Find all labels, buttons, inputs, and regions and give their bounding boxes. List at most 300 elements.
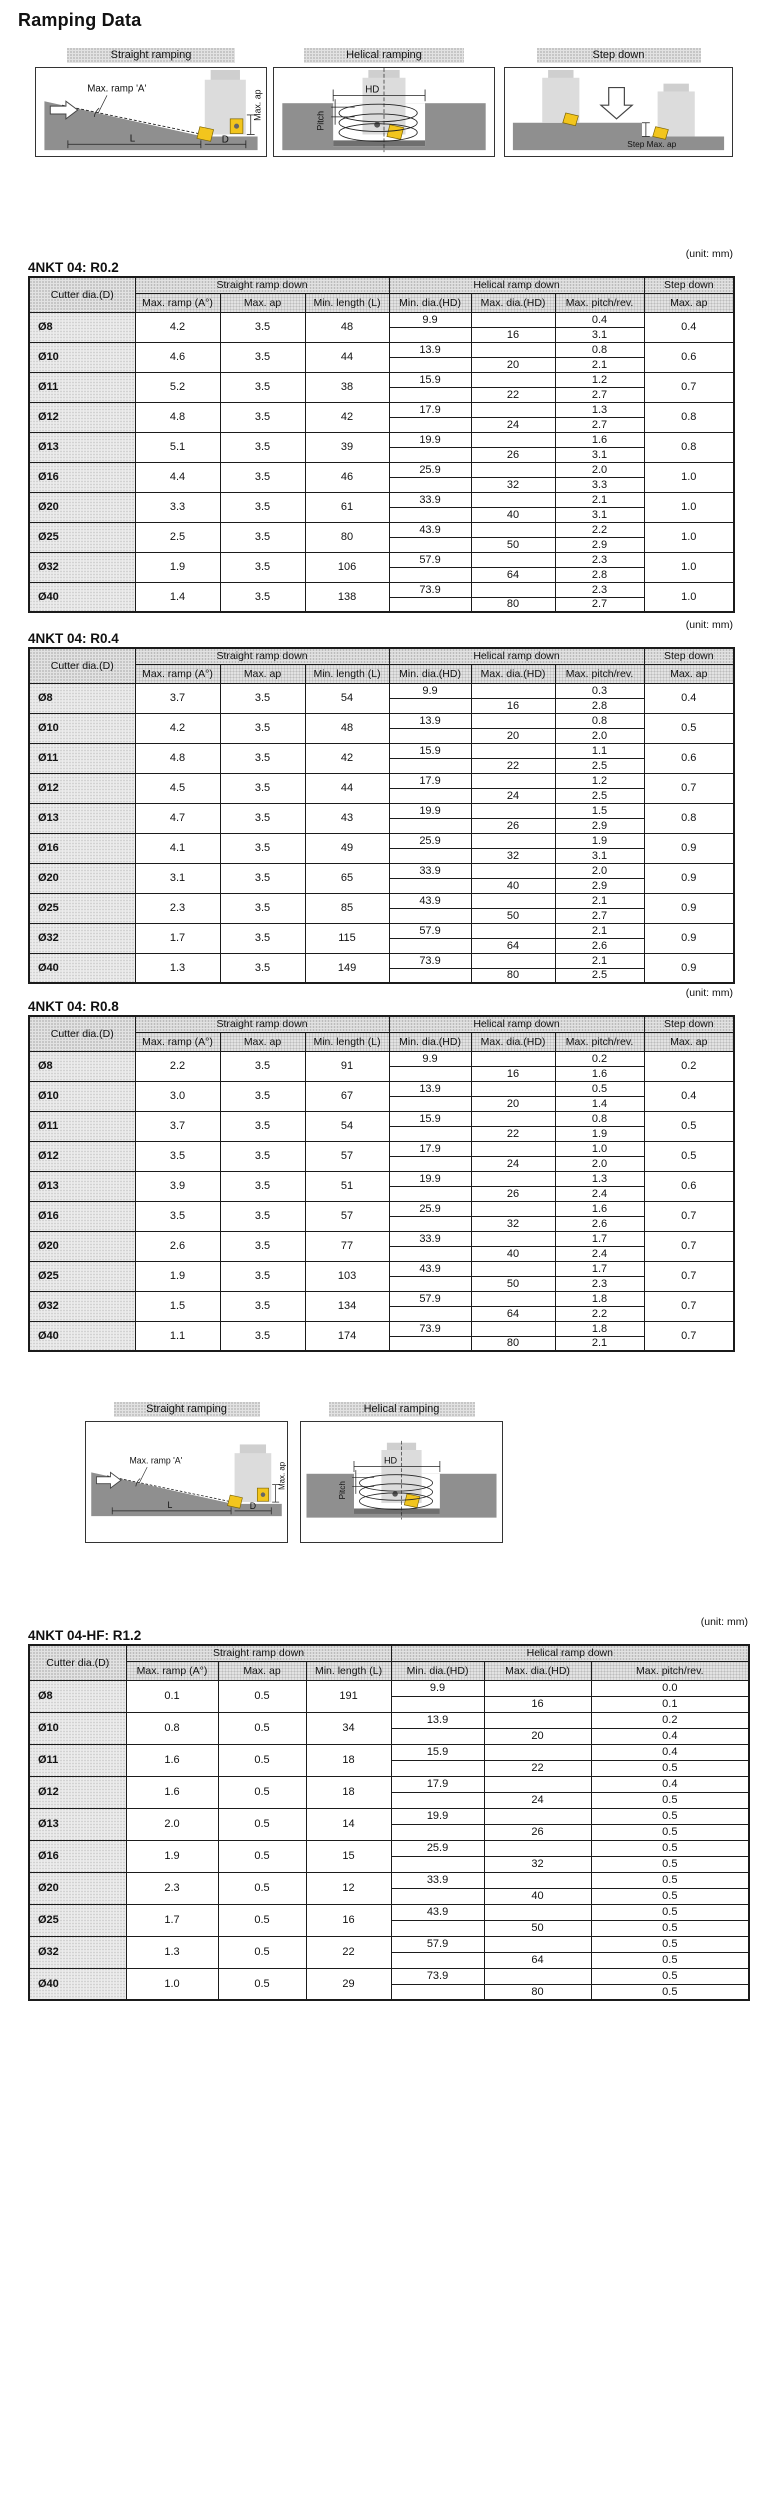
table-row-top [29,1291,734,1306]
cell-max-dia-blank [471,1081,555,1096]
table-row-top [29,372,734,387]
cell-max-dia-blank [471,462,555,477]
cell-max-ap: 0.5 [218,1776,306,1808]
table-row-top [29,863,734,878]
cell-max-dia: 50 [471,1276,555,1291]
cell-cutter-dia: Ø8 [29,1051,135,1081]
cell-max-dia-blank [471,683,555,698]
cell-max-ramp: 0.1 [126,1680,218,1712]
table-row-top [29,1840,749,1856]
cell-min-dia-blank [389,447,471,462]
cell-min-length: 43 [305,803,389,833]
cell-cutter-dia: Ø12 [29,1776,126,1808]
cell-cutter-dia: Ø8 [29,1680,126,1712]
cell-max-dia-blank [471,402,555,417]
group-header-step-down: Step down [644,277,734,293]
cell-max-ramp: 3.3 [135,492,220,522]
col-header-max-ramp: Max. ramp (A°) [135,664,220,683]
group-header-helical-ramp-down: Helical ramp down [389,277,644,293]
cell-step-max-ap: 0.9 [644,863,734,893]
table-row-top [29,492,734,507]
cell-max-pitch-bottom: 2.7 [555,417,644,432]
cell-min-length: 65 [305,863,389,893]
cell-min-dia: 13.9 [391,1712,484,1728]
insert-tip [228,1495,243,1508]
cell-min-dia-blank [389,537,471,552]
cell-max-ramp: 3.5 [135,1141,220,1171]
cell-max-dia-blank [471,743,555,758]
cell-min-dia-blank [391,1728,484,1744]
cell-max-pitch-top: 2.1 [555,492,644,507]
group-header-helical-ramp-down: Helical ramp down [391,1645,749,1661]
cell-max-pitch-bottom: 2.7 [555,387,644,402]
cell-max-pitch-bottom: 0.5 [591,1792,749,1808]
cell-max-ramp: 4.6 [135,342,220,372]
cell-max-dia-blank [471,1321,555,1336]
cell-max-ramp: 2.3 [135,893,220,923]
cell-cutter-dia: Ø25 [29,522,135,552]
cell-step-max-ap: 0.9 [644,953,734,983]
helical-ramping-diagram [273,67,495,157]
cell-max-dia-blank [471,953,555,968]
helical-ramping-diagram [300,1421,503,1543]
cell-max-dia: 64 [471,938,555,953]
table-block-r02 [28,246,733,613]
cell-max-dia: 20 [471,1096,555,1111]
cell-max-ap: 3.5 [220,372,305,402]
table-title-hf-r12: 4NKT 04-HF: R1.2 [28,1628,142,1643]
table-row-top [29,803,734,818]
cell-step-max-ap: 1.0 [644,582,734,612]
cell-max-pitch-bottom: 1.6 [555,1066,644,1081]
col-header-min-length: Min. length (L) [305,293,389,312]
cell-max-pitch-bottom: 2.8 [555,567,644,582]
insert-tip [387,125,404,140]
label-pitch: Pitch [315,111,326,131]
table-row-top [29,893,734,908]
cell-max-ap: 3.5 [220,582,305,612]
cell-min-dia: 25.9 [389,833,471,848]
cell-max-dia: 80 [471,597,555,612]
cell-max-pitch-top: 2.1 [555,953,644,968]
helical-ramping-illustration [301,1422,502,1542]
cell-max-dia: 20 [471,728,555,743]
figure-label-helical-ramping: Helical ramping [304,48,464,63]
cell-cutter-dia: Ø16 [29,1201,135,1231]
cell-min-dia: 17.9 [389,1141,471,1156]
cell-max-dia-blank [484,1680,591,1696]
col-header-min-length: Min. length (L) [305,664,389,683]
cell-max-pitch-bottom: 3.1 [555,327,644,342]
ramping-table-r08 [28,1015,735,1352]
cell-cutter-dia: Ø40 [29,953,135,983]
cell-min-length: 103 [305,1261,389,1291]
table-row-top [29,1712,749,1728]
cell-min-length: 57 [305,1201,389,1231]
straight-ramping-illustration [86,1422,287,1542]
cell-min-dia: 25.9 [389,462,471,477]
cell-max-dia: 32 [484,1856,591,1872]
cell-max-pitch-bottom: 2.5 [555,968,644,983]
cell-max-pitch-top: 0.4 [555,312,644,327]
cell-min-length: 174 [305,1321,389,1351]
cell-min-dia-blank [389,387,471,402]
cell-step-max-ap: 1.0 [644,462,734,492]
group-header-straight-ramp-down: Straight ramp down [126,1645,391,1661]
cell-min-dia-blank [389,417,471,432]
table-row-top [29,312,734,327]
tool-shank [548,70,573,79]
group-header-helical-ramp-down: Helical ramp down [389,1016,644,1032]
ramping-table-hf-r12 [28,1644,750,2001]
cell-max-pitch-top: 0.5 [591,1904,749,1920]
table-row-top [29,1968,749,1984]
cell-max-dia: 64 [471,1306,555,1321]
col-header-step-max-ap: Max. ap [644,664,734,683]
cell-max-pitch-top: 1.7 [555,1261,644,1276]
col-header-max-dia: Max. dia.(HD) [484,1661,591,1680]
table-title-r02: 4NKT 04: R0.2 [28,260,119,275]
straight-ramping-diagram [85,1421,288,1543]
table-row-top [29,522,734,537]
cell-max-pitch-top: 1.3 [555,402,644,417]
cell-min-dia: 73.9 [389,1321,471,1336]
cell-min-dia: 17.9 [389,773,471,788]
cell-max-pitch-top: 1.3 [555,1171,644,1186]
cell-max-ramp: 4.2 [135,312,220,342]
table-row-top [29,432,734,447]
cell-step-max-ap: 0.9 [644,923,734,953]
cell-max-pitch-top: 0.5 [591,1968,749,1984]
cell-max-pitch-bottom: 2.9 [555,818,644,833]
cell-max-pitch-bottom: 2.6 [555,1216,644,1231]
figure-label-straight-ramping: Straight ramping [114,1402,260,1417]
group-header-straight-ramp-down: Straight ramp down [135,1016,389,1032]
cell-max-pitch-bottom: 2.7 [555,908,644,923]
cell-max-pitch-top: 0.5 [555,1081,644,1096]
cell-max-ramp: 2.5 [135,522,220,552]
cell-max-ramp: 1.0 [126,1968,218,2000]
group-header-helical-ramp-down: Helical ramp down [389,648,644,664]
cell-cutter-dia: Ø13 [29,1808,126,1840]
cell-min-dia-blank [389,1306,471,1321]
cell-max-pitch-bottom: 2.0 [555,1156,644,1171]
cell-step-max-ap: 0.6 [644,342,734,372]
cell-cutter-dia: Ø16 [29,833,135,863]
cell-max-dia: 24 [471,788,555,803]
cell-max-pitch-bottom: 0.5 [591,1888,749,1904]
cell-max-pitch-top: 0.5 [591,1872,749,1888]
cell-step-max-ap: 0.4 [644,312,734,342]
cell-max-pitch-top: 0.3 [555,683,644,698]
cell-max-dia-blank [471,773,555,788]
cell-min-length: 22 [306,1936,391,1968]
cell-max-ramp: 2.6 [135,1231,220,1261]
cell-max-dia-blank [484,1744,591,1760]
cell-min-dia: 13.9 [389,342,471,357]
cell-min-length: 42 [305,402,389,432]
cell-min-dia-blank [389,1336,471,1351]
table-row-top [29,1776,749,1792]
cell-max-pitch-bottom: 2.4 [555,1246,644,1261]
cell-min-length: 18 [306,1744,391,1776]
col-header-max-pitch: Max. pitch/rev. [555,1032,644,1051]
col-header-min-dia: Min. dia.(HD) [391,1661,484,1680]
cell-max-dia: 80 [471,1336,555,1351]
cell-max-ramp: 1.7 [135,923,220,953]
col-header-min-length: Min. length (L) [305,1032,389,1051]
cell-cutter-dia: Ø40 [29,1968,126,2000]
insert-screw-icon [234,124,239,129]
cell-max-pitch-bottom: 3.1 [555,507,644,522]
cell-max-ramp: 2.3 [126,1872,218,1904]
cell-step-max-ap: 0.5 [644,1141,734,1171]
cell-max-ap: 3.5 [220,432,305,462]
cell-cutter-dia: Ø20 [29,1231,135,1261]
angle-pointer [139,1467,147,1483]
col-header-max-dia: Max. dia.(HD) [471,1032,555,1051]
table-row-top [29,582,734,597]
cell-max-pitch-top: 1.2 [555,773,644,788]
cell-max-ap: 3.5 [220,342,305,372]
insert-screw-icon [261,1492,266,1497]
cell-max-pitch-top: 1.0 [555,1141,644,1156]
cell-max-ramp: 5.1 [135,432,220,462]
cell-step-max-ap: 0.6 [644,743,734,773]
cell-step-max-ap: 0.7 [644,1231,734,1261]
cell-max-pitch-top: 0.8 [555,713,644,728]
cell-min-dia-blank [389,327,471,342]
table-row-top [29,1261,734,1276]
cell-step-max-ap: 0.4 [644,683,734,713]
cell-max-ap: 0.5 [218,1712,306,1744]
cell-max-ap: 3.5 [220,713,305,743]
group-header-step-down: Step down [644,648,734,664]
label-HD: HD [365,84,380,96]
cell-max-dia-blank [471,1111,555,1126]
table-row-top [29,1680,749,1696]
cell-max-ap: 3.5 [220,683,305,713]
cell-max-ramp: 3.0 [135,1081,220,1111]
cell-max-ap: 3.5 [220,402,305,432]
cell-max-ramp: 4.4 [135,462,220,492]
col-header-step-max-ap: Max. ap [644,1032,734,1051]
cell-step-max-ap: 0.7 [644,773,734,803]
label-HD: HD [383,1455,398,1466]
cell-max-dia: 16 [471,327,555,342]
cell-min-length: 15 [306,1840,391,1872]
cell-min-length: 115 [305,923,389,953]
cell-min-dia-blank [389,507,471,522]
cell-max-dia-blank [471,342,555,357]
col-header-max-pitch: Max. pitch/rev. [555,664,644,683]
cell-min-dia: 15.9 [389,372,471,387]
cell-max-pitch-bottom: 0.5 [591,1824,749,1840]
figure-straight-ramping-hf [85,1402,288,1543]
col-header-max-pitch: Max. pitch/rev. [591,1661,749,1680]
cell-min-dia-blank [389,1156,471,1171]
cell-max-ap: 3.5 [220,1111,305,1141]
cell-max-ramp: 2.0 [126,1808,218,1840]
label-D: D [221,134,229,146]
table-row-top [29,552,734,567]
cell-min-dia: 19.9 [389,1171,471,1186]
cell-max-pitch-bottom: 2.1 [555,357,644,372]
group-header-straight-ramp-down: Straight ramp down [135,648,389,664]
cell-min-dia-blank [391,1984,484,2000]
cell-cutter-dia: Ø25 [29,893,135,923]
cell-max-pitch-bottom: 3.1 [555,447,644,462]
cell-min-dia-blank [389,968,471,983]
cell-step-max-ap: 0.7 [644,1261,734,1291]
cell-max-pitch-bottom: 2.5 [555,758,644,773]
group-header-straight-ramp-down: Straight ramp down [135,277,389,293]
cell-max-ramp: 4.7 [135,803,220,833]
table-row-top [29,1744,749,1760]
col-header-max-ap: Max. ap [220,293,305,312]
col-header-cutter-dia: Cutter dia.(D) [29,1645,126,1680]
cell-max-ap: 0.5 [218,1968,306,2000]
cell-max-pitch-top: 0.2 [591,1712,749,1728]
cell-max-dia: 16 [471,1066,555,1081]
cell-min-dia: 17.9 [391,1776,484,1792]
cell-max-pitch-top: 2.2 [555,522,644,537]
cell-max-pitch-bottom: 2.6 [555,938,644,953]
cell-cutter-dia: Ø10 [29,1712,126,1744]
cell-max-dia-blank [471,803,555,818]
cell-max-ap: 3.5 [220,552,305,582]
col-header-max-ramp: Max. ramp (A°) [126,1661,218,1680]
cell-min-dia: 15.9 [391,1744,484,1760]
cell-max-dia-blank [484,1808,591,1824]
label-step-max-ap: Step Max. ap [627,139,677,150]
cell-max-dia-blank [484,1936,591,1952]
cell-max-pitch-top: 2.3 [555,582,644,597]
table-title-r08: 4NKT 04: R0.8 [28,999,119,1014]
cell-cutter-dia: Ø40 [29,582,135,612]
cell-max-dia-blank [471,1291,555,1306]
cell-max-pitch-top: 1.6 [555,1201,644,1216]
col-header-max-dia: Max. dia.(HD) [471,293,555,312]
cell-min-dia: 43.9 [389,522,471,537]
cell-min-dia-blank [389,788,471,803]
cell-cutter-dia: Ø13 [29,432,135,462]
cell-max-pitch-top: 2.0 [555,863,644,878]
cell-max-pitch-top: 1.8 [555,1321,644,1336]
cell-max-ramp: 1.6 [126,1776,218,1808]
cell-max-ramp: 1.9 [126,1840,218,1872]
cell-max-pitch-top: 0.2 [555,1051,644,1066]
cell-max-dia-blank [471,372,555,387]
table-row-top [29,773,734,788]
cell-min-length: 134 [305,1291,389,1321]
cell-max-ap: 3.5 [220,312,305,342]
cell-step-max-ap: 0.2 [644,1051,734,1081]
cell-max-ramp: 4.8 [135,402,220,432]
cell-step-max-ap: 1.0 [644,552,734,582]
cell-max-pitch-top: 0.0 [591,1680,749,1696]
cell-min-dia-blank [391,1792,484,1808]
cell-min-dia: 33.9 [391,1872,484,1888]
figure-label-straight-ramping: Straight ramping [67,48,235,63]
cell-cutter-dia: Ø8 [29,683,135,713]
cell-max-dia: 40 [471,507,555,522]
cell-max-ap: 0.5 [218,1872,306,1904]
cell-min-length: 44 [305,773,389,803]
cell-min-dia: 19.9 [389,432,471,447]
table-caption [28,246,733,276]
cell-min-length: 48 [305,312,389,342]
cell-min-length: 51 [305,1171,389,1201]
table-row-top [29,1808,749,1824]
table-row-top [29,1936,749,1952]
cell-min-length: 57 [305,1141,389,1171]
cell-cutter-dia: Ø16 [29,462,135,492]
cell-max-dia: 32 [471,848,555,863]
cell-max-dia: 26 [484,1824,591,1840]
cell-step-max-ap: 0.7 [644,1321,734,1351]
insert-screw-icon [374,122,380,128]
cell-min-dia-blank [391,1824,484,1840]
cell-max-dia-blank [484,1872,591,1888]
cell-cutter-dia: Ø20 [29,863,135,893]
insert-tip [404,1494,420,1508]
cell-cutter-dia: Ø10 [29,713,135,743]
label-max-ramp: Max. ramp 'A' [87,83,147,95]
cell-min-dia-blank [391,1856,484,1872]
cell-max-dia-blank [471,1141,555,1156]
table-block-r04 [28,617,733,984]
cell-min-dia-blank [389,1246,471,1261]
cell-max-pitch-bottom: 2.4 [555,1186,644,1201]
cell-min-dia: 33.9 [389,1231,471,1246]
cell-min-dia-blank [391,1696,484,1712]
table-row-top [29,1904,749,1920]
col-header-max-ap: Max. ap [220,1032,305,1051]
helical-ramping-illustration [274,68,494,156]
cell-max-ramp: 4.1 [135,833,220,863]
straight-ramping-illustration [36,68,266,156]
cell-min-dia-blank [389,818,471,833]
label-L: L [129,133,136,145]
table-caption [28,985,733,1015]
cell-max-dia-blank [471,522,555,537]
unit-label: (unit: mm) [685,987,733,999]
cell-max-ap: 3.5 [220,1171,305,1201]
cell-step-max-ap: 0.9 [644,833,734,863]
cell-cutter-dia: Ø13 [29,803,135,833]
cell-max-ap: 3.5 [220,923,305,953]
cell-max-dia: 40 [471,878,555,893]
cell-max-pitch-bottom: 1.9 [555,1126,644,1141]
cell-min-dia: 33.9 [389,492,471,507]
col-header-max-ap: Max. ap [218,1661,306,1680]
cell-max-dia: 64 [471,567,555,582]
cell-max-dia: 22 [471,1126,555,1141]
cell-max-pitch-bottom: 0.5 [591,1952,749,1968]
cell-max-dia-blank [471,492,555,507]
cell-max-pitch-bottom: 2.5 [555,788,644,803]
cell-max-ap: 3.5 [220,1261,305,1291]
step-down-diagram [504,67,733,157]
cell-min-dia-blank [389,1096,471,1111]
cell-min-dia-blank [389,908,471,923]
cell-min-dia-blank [389,1066,471,1081]
cell-max-pitch-top: 1.5 [555,803,644,818]
cell-max-ap: 3.5 [220,462,305,492]
cell-max-dia-blank [484,1840,591,1856]
cell-min-dia: 43.9 [389,1261,471,1276]
